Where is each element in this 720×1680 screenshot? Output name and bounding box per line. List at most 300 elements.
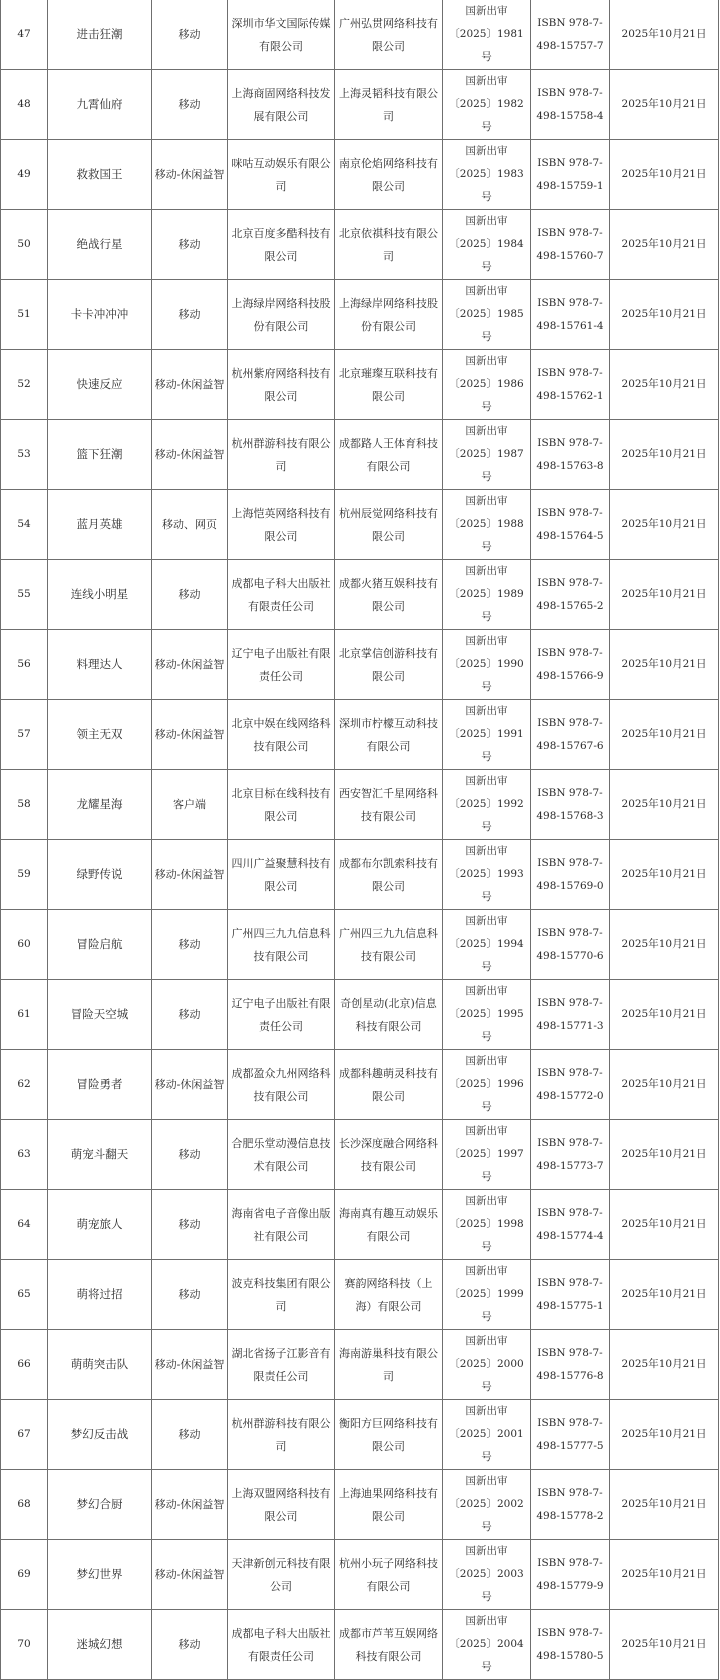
isbn-number bbox=[531, 910, 610, 980]
isbn-number bbox=[531, 700, 610, 770]
approval-date: 2025年10月21日 bbox=[610, 980, 719, 1050]
approval-number-line: 〔2025〕1985号 bbox=[449, 308, 524, 343]
table-row bbox=[1, 1120, 719, 1190]
game-name: 梦幻合厨 bbox=[48, 1470, 152, 1540]
approval-date: 2025年10月21日 bbox=[610, 910, 719, 980]
approval-number-line: 〔2025〕1994号 bbox=[449, 938, 524, 973]
isbn-number-line: 498-15774-4 bbox=[536, 1229, 604, 1242]
isbn-number bbox=[531, 1190, 610, 1260]
isbn-number-line: 498-15776-8 bbox=[536, 1369, 604, 1382]
publisher-name: 湖北省扬子江影音有限责任公司 bbox=[228, 1330, 335, 1400]
approval-number-line: 〔2025〕2004号 bbox=[449, 1638, 524, 1673]
row-number: 52 bbox=[1, 350, 48, 420]
approval-date: 2025年10月21日 bbox=[610, 70, 719, 140]
approval-date: 2025年10月21日 bbox=[610, 1190, 719, 1260]
row-number: 61 bbox=[1, 980, 48, 1050]
approval-number-line: 国新出审 bbox=[465, 1125, 508, 1137]
isbn-number bbox=[531, 140, 610, 210]
table-row bbox=[1, 140, 719, 210]
publisher-name: 咪咕互动娱乐有限公司 bbox=[228, 140, 335, 210]
isbn-number-line: 498-15770-6 bbox=[536, 949, 604, 962]
row-number: 55 bbox=[1, 560, 48, 630]
game-name: 篮下狂潮 bbox=[48, 420, 152, 490]
row-number: 53 bbox=[1, 420, 48, 490]
game-type: 移动、网页 bbox=[152, 490, 228, 560]
game-type: 移动-休闲益智 bbox=[152, 840, 228, 910]
approval-number-line: 国新出审 bbox=[465, 1265, 508, 1277]
approval-number-line: 〔2025〕1989号 bbox=[449, 588, 524, 623]
table-row bbox=[1, 1260, 719, 1330]
isbn-number-line: ISBN 978-7- bbox=[537, 436, 603, 449]
game-name: 冒险启航 bbox=[48, 910, 152, 980]
game-type: 移动 bbox=[152, 1260, 228, 1330]
isbn-number bbox=[531, 1400, 610, 1470]
game-type: 移动-休闲益智 bbox=[152, 630, 228, 700]
table-row bbox=[1, 280, 719, 350]
isbn-number-line: 498-15778-2 bbox=[536, 1509, 604, 1522]
publisher-name: 杭州群游科技有限公司 bbox=[228, 420, 335, 490]
approval-date: 2025年10月21日 bbox=[610, 1330, 719, 1400]
approval-number-line: 国新出审 bbox=[465, 775, 508, 787]
game-type: 移动 bbox=[152, 1120, 228, 1190]
isbn-number-line: ISBN 978-7- bbox=[537, 296, 603, 309]
isbn-number-line: 498-15763-8 bbox=[536, 459, 604, 472]
approval-date: 2025年10月21日 bbox=[610, 350, 719, 420]
game-type: 移动-休闲益智 bbox=[152, 350, 228, 420]
approval-date: 2025年10月21日 bbox=[610, 1400, 719, 1470]
isbn-number-line: ISBN 978-7- bbox=[537, 1206, 603, 1219]
approval-number bbox=[443, 1330, 531, 1400]
game-type: 移动-休闲益智 bbox=[152, 420, 228, 490]
isbn-number bbox=[531, 70, 610, 140]
operator-name: 成都火猪互娱科技有限公司 bbox=[335, 560, 443, 630]
table-row bbox=[1, 840, 719, 910]
game-type: 移动 bbox=[152, 70, 228, 140]
approval-number-line: 〔2025〕1998号 bbox=[449, 1218, 524, 1253]
approval-number bbox=[443, 490, 531, 560]
game-type: 移动 bbox=[152, 1400, 228, 1470]
isbn-number bbox=[531, 1330, 610, 1400]
game-name: 绿野传说 bbox=[48, 840, 152, 910]
approval-number-line: 〔2025〕1983号 bbox=[449, 168, 524, 203]
game-name: 冒险勇者 bbox=[48, 1050, 152, 1120]
approval-number bbox=[443, 140, 531, 210]
approval-number bbox=[443, 1120, 531, 1190]
approval-number-line: 〔2025〕2002号 bbox=[449, 1498, 524, 1533]
isbn-number-line: ISBN 978-7- bbox=[537, 856, 603, 869]
game-name: 九霄仙府 bbox=[48, 70, 152, 140]
isbn-number-line: ISBN 978-7- bbox=[537, 366, 603, 379]
isbn-number-line: 498-15775-1 bbox=[536, 1299, 604, 1312]
publisher-name: 天津新创元科技有限公司 bbox=[228, 1540, 335, 1610]
table-row bbox=[1, 420, 719, 490]
table-row bbox=[1, 1540, 719, 1610]
publisher-name: 海南省电子音像出版社有限公司 bbox=[228, 1190, 335, 1260]
approval-number-line: 国新出审 bbox=[465, 915, 508, 927]
approval-number-line: 国新出审 bbox=[465, 495, 508, 507]
operator-name: 西安智汇千星网络科技有限公司 bbox=[335, 770, 443, 840]
approval-date: 2025年10月21日 bbox=[610, 1540, 719, 1610]
table-row bbox=[1, 1470, 719, 1540]
isbn-number-line: 498-15769-0 bbox=[536, 879, 604, 892]
isbn-number-line: ISBN 978-7- bbox=[537, 1486, 603, 1499]
isbn-number bbox=[531, 1120, 610, 1190]
row-number: 62 bbox=[1, 1050, 48, 1120]
isbn-number-line: 498-15766-9 bbox=[536, 669, 604, 682]
game-type: 移动 bbox=[152, 910, 228, 980]
game-name: 梦幻世界 bbox=[48, 1540, 152, 1610]
approval-date: 2025年10月21日 bbox=[610, 1120, 719, 1190]
approval-number bbox=[443, 280, 531, 350]
row-number: 57 bbox=[1, 700, 48, 770]
approval-number-line: 〔2025〕1990号 bbox=[449, 658, 524, 693]
row-number: 64 bbox=[1, 1190, 48, 1260]
game-name: 龙耀星海 bbox=[48, 770, 152, 840]
publisher-name: 辽宁电子出版社有限责任公司 bbox=[228, 980, 335, 1050]
operator-name: 广州弘贯网络科技有限公司 bbox=[335, 0, 443, 70]
game-name: 连线小明星 bbox=[48, 560, 152, 630]
table-row bbox=[1, 630, 719, 700]
publisher-name: 上海商固网络科技发展有限公司 bbox=[228, 70, 335, 140]
game-type: 移动 bbox=[152, 210, 228, 280]
isbn-number-line: 498-15758-4 bbox=[536, 109, 604, 122]
approval-date: 2025年10月21日 bbox=[610, 1610, 719, 1680]
approval-number-line: 〔2025〕2000号 bbox=[449, 1358, 524, 1393]
operator-name: 成都布尔凯索科技有限公司 bbox=[335, 840, 443, 910]
isbn-number-line: 498-15780-5 bbox=[536, 1649, 604, 1662]
isbn-number bbox=[531, 840, 610, 910]
approval-number-line: 国新出审 bbox=[465, 5, 508, 17]
approval-number bbox=[443, 910, 531, 980]
isbn-number-line: 498-15777-5 bbox=[536, 1439, 604, 1452]
isbn-number bbox=[531, 980, 610, 1050]
publisher-name: 成都电子科大出版社有限责任公司 bbox=[228, 560, 335, 630]
row-number: 49 bbox=[1, 140, 48, 210]
approval-date: 2025年10月21日 bbox=[610, 490, 719, 560]
approval-number-line: 〔2025〕1981号 bbox=[449, 28, 524, 63]
isbn-number-line: ISBN 978-7- bbox=[537, 646, 603, 659]
approval-number-line: 国新出审 bbox=[465, 1195, 508, 1207]
approval-date: 2025年10月21日 bbox=[610, 280, 719, 350]
table-row bbox=[1, 1330, 719, 1400]
publisher-name: 四川广益聚慧科技有限公司 bbox=[228, 840, 335, 910]
approval-number-line: 〔2025〕1982号 bbox=[449, 98, 524, 133]
row-number: 51 bbox=[1, 280, 48, 350]
game-name: 冒险天空城 bbox=[48, 980, 152, 1050]
publisher-name: 杭州紫府网络科技有限公司 bbox=[228, 350, 335, 420]
isbn-number-line: ISBN 978-7- bbox=[537, 16, 603, 29]
game-type: 客户端 bbox=[152, 770, 228, 840]
approval-number-line: 〔2025〕2001号 bbox=[449, 1428, 524, 1463]
isbn-number bbox=[531, 350, 610, 420]
approval-number bbox=[443, 420, 531, 490]
row-number: 63 bbox=[1, 1120, 48, 1190]
row-number: 47 bbox=[1, 0, 48, 70]
isbn-number bbox=[531, 1470, 610, 1540]
table-body bbox=[1, 0, 719, 1680]
row-number: 67 bbox=[1, 1400, 48, 1470]
approval-number bbox=[443, 210, 531, 280]
isbn-number-line: ISBN 978-7- bbox=[537, 1066, 603, 1079]
isbn-number-line: ISBN 978-7- bbox=[537, 156, 603, 169]
approval-number-line: 国新出审 bbox=[465, 1055, 508, 1067]
isbn-number bbox=[531, 1540, 610, 1610]
publisher-name: 成都盈众九州网络科技有限公司 bbox=[228, 1050, 335, 1120]
row-number: 65 bbox=[1, 1260, 48, 1330]
isbn-number-line: ISBN 978-7- bbox=[537, 1136, 603, 1149]
operator-name: 杭州辰觉网络科技有限公司 bbox=[335, 490, 443, 560]
publisher-name: 辽宁电子出版社有限责任公司 bbox=[228, 630, 335, 700]
approval-date: 2025年10月21日 bbox=[610, 1050, 719, 1120]
isbn-number-line: 498-15760-7 bbox=[536, 249, 604, 262]
table-row bbox=[1, 70, 719, 140]
isbn-number-line: ISBN 978-7- bbox=[537, 576, 603, 589]
operator-name: 北京掌信创游科技有限公司 bbox=[335, 630, 443, 700]
game-name: 绝战行星 bbox=[48, 210, 152, 280]
publisher-name: 北京目标在线科技有限公司 bbox=[228, 770, 335, 840]
operator-name: 北京璀璨互联科技有限公司 bbox=[335, 350, 443, 420]
isbn-number bbox=[531, 770, 610, 840]
game-type: 移动-休闲益智 bbox=[152, 140, 228, 210]
isbn-number-line: 498-15773-7 bbox=[536, 1159, 604, 1172]
isbn-number bbox=[531, 560, 610, 630]
approval-number-line: 国新出审 bbox=[465, 145, 508, 157]
isbn-number-line: 498-15768-3 bbox=[536, 809, 604, 822]
approval-number-line: 国新出审 bbox=[465, 425, 508, 437]
row-number: 54 bbox=[1, 490, 48, 560]
approval-number-line: 国新出审 bbox=[465, 985, 508, 997]
table-row bbox=[1, 210, 719, 280]
publisher-name: 北京百度多酷科技有限公司 bbox=[228, 210, 335, 280]
isbn-number-line: ISBN 978-7- bbox=[537, 86, 603, 99]
approval-number bbox=[443, 1540, 531, 1610]
table-row bbox=[1, 1190, 719, 1260]
isbn-number-line: ISBN 978-7- bbox=[537, 926, 603, 939]
isbn-number-line: 498-15761-4 bbox=[536, 319, 604, 332]
game-type: 移动-休闲益智 bbox=[152, 700, 228, 770]
operator-name: 北京依祺科技有限公司 bbox=[335, 210, 443, 280]
approval-number-line: 〔2025〕1999号 bbox=[449, 1288, 524, 1323]
row-number: 66 bbox=[1, 1330, 48, 1400]
approval-number-line: 〔2025〕1992号 bbox=[449, 798, 524, 833]
isbn-number-line: ISBN 978-7- bbox=[537, 1276, 603, 1289]
isbn-number bbox=[531, 1610, 610, 1680]
approval-number-line: 〔2025〕1988号 bbox=[449, 518, 524, 553]
game-name: 梦幻反击战 bbox=[48, 1400, 152, 1470]
game-type: 移动 bbox=[152, 980, 228, 1050]
isbn-number bbox=[531, 420, 610, 490]
publisher-name: 成都电子科大出版社有限责任公司 bbox=[228, 1610, 335, 1680]
isbn-number-line: ISBN 978-7- bbox=[537, 506, 603, 519]
approval-number bbox=[443, 1470, 531, 1540]
approval-number-line: 国新出审 bbox=[465, 565, 508, 577]
table-row bbox=[1, 980, 719, 1050]
publisher-name: 上海恺英网络科技有限公司 bbox=[228, 490, 335, 560]
game-name: 进击狂潮 bbox=[48, 0, 152, 70]
game-name: 迷城幻想 bbox=[48, 1610, 152, 1680]
row-number: 58 bbox=[1, 770, 48, 840]
approval-number bbox=[443, 0, 531, 70]
approval-date: 2025年10月21日 bbox=[610, 420, 719, 490]
row-number: 56 bbox=[1, 630, 48, 700]
isbn-number-line: ISBN 978-7- bbox=[537, 1346, 603, 1359]
isbn-number bbox=[531, 210, 610, 280]
approval-number-line: 〔2025〕1995号 bbox=[449, 1008, 524, 1043]
game-name: 领主无双 bbox=[48, 700, 152, 770]
publisher-name: 深圳市华文国际传媒有限公司 bbox=[228, 0, 335, 70]
approval-number bbox=[443, 70, 531, 140]
isbn-number bbox=[531, 280, 610, 350]
approval-number-line: 〔2025〕1991号 bbox=[449, 728, 524, 763]
isbn-number-line: 498-15759-1 bbox=[536, 179, 604, 192]
isbn-number-line: 498-15771-3 bbox=[536, 1019, 604, 1032]
approval-number-line: 〔2025〕1984号 bbox=[449, 238, 524, 273]
approval-date: 2025年10月21日 bbox=[610, 840, 719, 910]
isbn-number bbox=[531, 1050, 610, 1120]
approval-number-line: 〔2025〕1986号 bbox=[449, 378, 524, 413]
approval-number bbox=[443, 560, 531, 630]
game-name: 萌宠旅人 bbox=[48, 1190, 152, 1260]
isbn-number-line: ISBN 978-7- bbox=[537, 226, 603, 239]
operator-name: 上海迪果网络科技有限公司 bbox=[335, 1470, 443, 1540]
row-number: 48 bbox=[1, 70, 48, 140]
operator-name: 上海绿岸网络科技股份有限公司 bbox=[335, 280, 443, 350]
game-type: 移动-休闲益智 bbox=[152, 1470, 228, 1540]
operator-name: 成都路人王体育科技有限公司 bbox=[335, 420, 443, 490]
operator-name: 赛韵网络科技（上海）有限公司 bbox=[335, 1260, 443, 1330]
row-number: 70 bbox=[1, 1610, 48, 1680]
approval-number bbox=[443, 1190, 531, 1260]
approval-number bbox=[443, 350, 531, 420]
isbn-number bbox=[531, 490, 610, 560]
table-row bbox=[1, 560, 719, 630]
table-row bbox=[1, 910, 719, 980]
approval-number bbox=[443, 1260, 531, 1330]
publisher-name: 上海绿岸网络科技股份有限公司 bbox=[228, 280, 335, 350]
game-name: 蓝月英雄 bbox=[48, 490, 152, 560]
approval-number-line: 〔2025〕1996号 bbox=[449, 1078, 524, 1113]
table-row bbox=[1, 1610, 719, 1680]
game-type: 移动 bbox=[152, 0, 228, 70]
isbn-number bbox=[531, 0, 610, 70]
publisher-name: 上海双盟网络科技有限公司 bbox=[228, 1470, 335, 1540]
approval-number-line: 〔2025〕2003号 bbox=[449, 1568, 524, 1603]
operator-name: 长沙深度融合网络科技有限公司 bbox=[335, 1120, 443, 1190]
operator-name: 广州四三九九信息科技有限公司 bbox=[335, 910, 443, 980]
game-name: 卡卡冲冲冲 bbox=[48, 280, 152, 350]
approval-number bbox=[443, 1610, 531, 1680]
approval-date: 2025年10月21日 bbox=[610, 560, 719, 630]
row-number: 50 bbox=[1, 210, 48, 280]
table-row bbox=[1, 1050, 719, 1120]
isbn-number-line: ISBN 978-7- bbox=[537, 786, 603, 799]
isbn-number bbox=[531, 630, 610, 700]
isbn-number-line: 498-15757-7 bbox=[536, 39, 604, 52]
operator-name: 上海灵韬科技有限公司 bbox=[335, 70, 443, 140]
approval-number bbox=[443, 840, 531, 910]
isbn-number-line: 498-15764-5 bbox=[536, 529, 604, 542]
isbn-number-line: ISBN 978-7- bbox=[537, 1626, 603, 1639]
publisher-name: 广州四三九九信息科技有限公司 bbox=[228, 910, 335, 980]
approval-number bbox=[443, 1050, 531, 1120]
approval-date: 2025年10月21日 bbox=[610, 140, 719, 210]
table-row bbox=[1, 350, 719, 420]
operator-name: 南京伦焰网络科技有限公司 bbox=[335, 140, 443, 210]
approval-number bbox=[443, 770, 531, 840]
approval-number-line: 国新出审 bbox=[465, 75, 508, 87]
isbn-number-line: 498-15762-1 bbox=[536, 389, 604, 402]
game-type: 移动-休闲益智 bbox=[152, 1540, 228, 1610]
approval-number-line: 〔2025〕1993号 bbox=[449, 868, 524, 903]
publisher-name: 杭州群游科技有限公司 bbox=[228, 1400, 335, 1470]
game-name: 料理达人 bbox=[48, 630, 152, 700]
game-type: 移动 bbox=[152, 1610, 228, 1680]
game-type: 移动-休闲益智 bbox=[152, 1330, 228, 1400]
isbn-number-line: ISBN 978-7- bbox=[537, 1556, 603, 1569]
table-row bbox=[1, 770, 719, 840]
isbn-number-line: 498-15779-9 bbox=[536, 1579, 604, 1592]
game-type: 移动-休闲益智 bbox=[152, 1050, 228, 1120]
approval-date: 2025年10月21日 bbox=[610, 1260, 719, 1330]
game-type: 移动 bbox=[152, 1190, 228, 1260]
approval-number-line: 国新出审 bbox=[465, 285, 508, 297]
approval-number bbox=[443, 1400, 531, 1470]
approval-date: 2025年10月21日 bbox=[610, 0, 719, 70]
approval-date: 2025年10月21日 bbox=[610, 770, 719, 840]
isbn-number-line: 498-15772-0 bbox=[536, 1089, 604, 1102]
approval-number-line: 国新出审 bbox=[465, 705, 508, 717]
approval-number-line: 〔2025〕1997号 bbox=[449, 1148, 524, 1183]
game-type: 移动 bbox=[152, 280, 228, 350]
table-row bbox=[1, 700, 719, 770]
approval-date: 2025年10月21日 bbox=[610, 210, 719, 280]
table-row bbox=[1, 0, 719, 70]
isbn-number-line: 498-15767-6 bbox=[536, 739, 604, 752]
publisher-name: 北京中娱在线网络科技有限公司 bbox=[228, 700, 335, 770]
operator-name: 海南真有趣互动娱乐有限公司 bbox=[335, 1190, 443, 1260]
approval-number bbox=[443, 700, 531, 770]
operator-name: 奇创星动(北京)信息科技有限公司 bbox=[335, 980, 443, 1050]
approval-number-line: 国新出审 bbox=[465, 1405, 508, 1417]
publisher-name: 合肥乐堂动漫信息技术有限公司 bbox=[228, 1120, 335, 1190]
approval-number-line: 国新出审 bbox=[465, 215, 508, 227]
operator-name: 成都科趣萌灵科技有限公司 bbox=[335, 1050, 443, 1120]
game-name: 救救国王 bbox=[48, 140, 152, 210]
approval-number-line: 国新出审 bbox=[465, 635, 508, 647]
isbn-number-line: ISBN 978-7- bbox=[537, 716, 603, 729]
approval-number bbox=[443, 980, 531, 1050]
approval-number-line: 〔2025〕1987号 bbox=[449, 448, 524, 483]
game-name: 萌萌突击队 bbox=[48, 1330, 152, 1400]
approval-date: 2025年10月21日 bbox=[610, 630, 719, 700]
approval-date: 2025年10月21日 bbox=[610, 1470, 719, 1540]
approval-number-line: 国新出审 bbox=[465, 355, 508, 367]
operator-name: 成都市芦苇互娱网络科技有限公司 bbox=[335, 1610, 443, 1680]
game-type: 移动 bbox=[152, 560, 228, 630]
isbn-number-line: ISBN 978-7- bbox=[537, 1416, 603, 1429]
isbn-number bbox=[531, 1260, 610, 1330]
approval-number-line: 国新出审 bbox=[465, 1545, 508, 1557]
table-row bbox=[1, 490, 719, 560]
game-name: 萌将过招 bbox=[48, 1260, 152, 1330]
operator-name: 衡阳方巨网络科技有限公司 bbox=[335, 1400, 443, 1470]
approval-number-line: 国新出审 bbox=[465, 1335, 508, 1347]
approval-number-line: 国新出审 bbox=[465, 1615, 508, 1627]
approval-date: 2025年10月21日 bbox=[610, 700, 719, 770]
publisher-name: 波克科技集团有限公司 bbox=[228, 1260, 335, 1330]
isbn-number-line: 498-15765-2 bbox=[536, 599, 604, 612]
operator-name: 深圳市柠檬互动科技有限公司 bbox=[335, 700, 443, 770]
